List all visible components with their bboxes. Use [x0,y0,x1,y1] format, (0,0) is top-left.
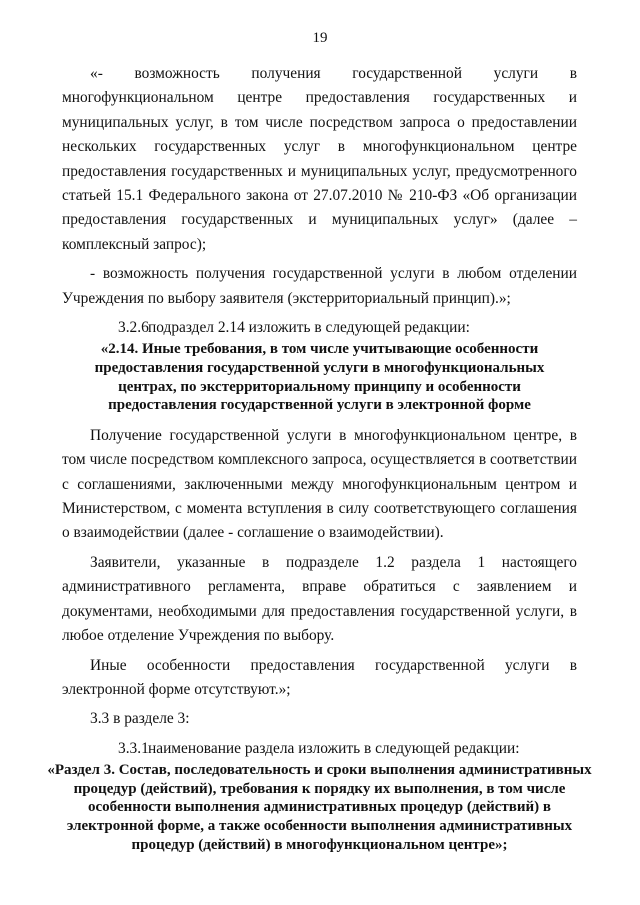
paragraph-3-3: 3.3 в разделе 3: [90,710,190,728]
paragraph-extraterritorial-principle: - возможность получения государственной услуги в любом отделении Учреждения по выбору заявителя (экстерриториальный принцип).»; [62,265,577,307]
document-body [47,62,592,854]
clause-text: подраздел 2.14 изложить в следующей редакции: [148,319,470,337]
paragraph-electronic-form: Иные особенности предоставления государственной услуги в электронной форме отсутствуют.»; [62,656,577,698]
paragraph-3-2-6 [62,316,577,340]
section-3-heading: «Раздел 3. Состав, последовательность и сроки выполнения административных процедур (действий), требования к порядку их выполнения, в том числе особенности выполнения административных процедур (действий) в электронной форме, а также особенности выполнения административных процедур (действий) в многофункциональном центре»; [47,762,592,853]
paragraph-word: в [569,65,577,82]
paragraph-word: возможность [134,65,220,82]
clause-number: 3.2.6 [118,319,149,337]
paragraph-word: услуги [493,65,539,82]
clause-text: наименование раздела изложить в следующей редакции: [148,739,520,757]
paragraph-first-line [62,62,577,86]
paragraph-egpu-comprehensive-request: многофункциональном центре предоставления государственных и муниципальных услуг, в том числе посредством запроса о предоставлении нескольких государственных услуг в многофункциональном центре предоставления государственных и муниципальных услуг, предусмотренного статьей 15.1 Федерального закона от 27.07.2010 № 210-ФЗ «Об организации предоставления государственных и муниципальных услуг» (далее – комплексный запрос); [62,89,577,253]
paragraph-word: государственной [352,65,462,82]
paragraph-word: «- [90,65,103,82]
page-number: 19 [312,30,328,46]
paragraph-mfc-agreement: Получение государственной услуги в многофункциональном центре, в том числе посредством комплексного запроса, осуществляется в соответствии с соглашениями, заключенными между многофункциональным центром и Министерством, с момента вступления в силу соответствующего соглашения о взаимодействии (далее - соглашение о взаимодействии). [62,426,577,542]
subsection-2-14-heading: «2.14. Иные требования, в том числе учитывающие особенности предоставления государственной услуги в многофункциональных центрах, по экстерриториальному принципу и особенности предоставления государственной услуги в электронной форме [94,341,545,414]
clause-number: 3.3.1 [118,739,149,757]
paragraph-3-3-1 [62,737,577,761]
paragraph-word: получения [251,65,321,82]
paragraph-applicants-any-branch: Заявители, указанные в подразделе 1.2 раздела 1 настоящего административного регламента, вправе обратиться с заявлением и документами, необходимыми для предоставления государственной услуги, в любое отделение Учреждения по выбору. [62,553,577,645]
